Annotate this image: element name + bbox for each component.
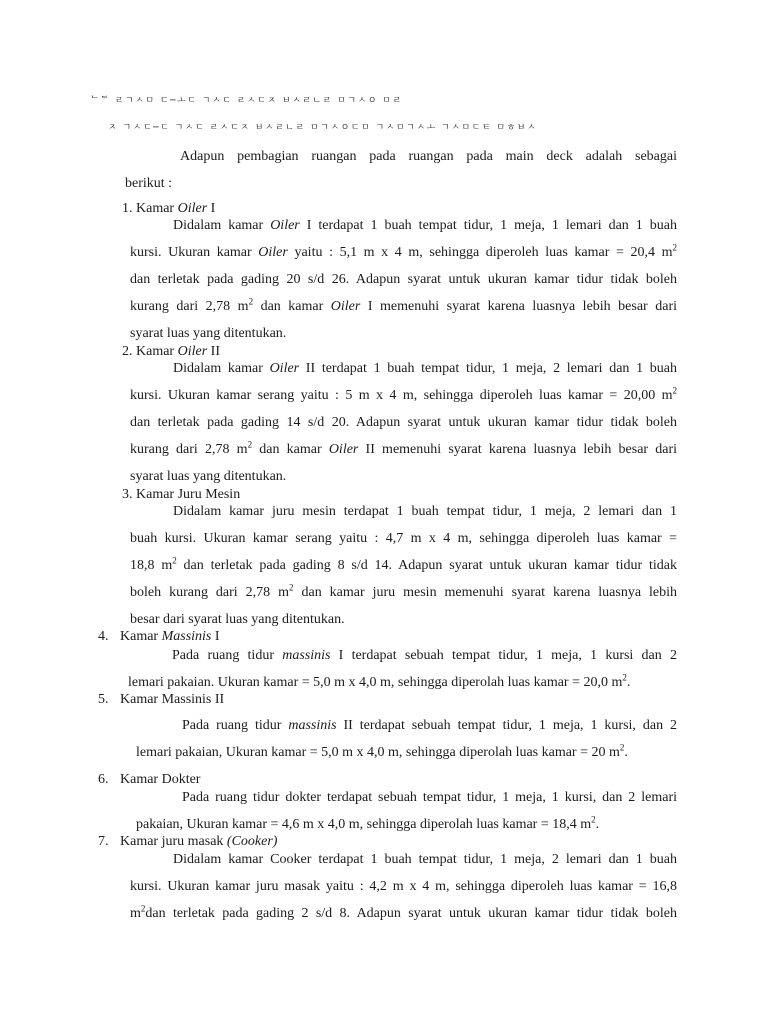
section-6-line-1: Pada ruang tidur dokter terdapat sebuah tempat tidur, 1 meja, 1 kursi, dan 2 lemari [182, 790, 677, 805]
section-7-line-3: $m^2dan$ terletak pada gading 2 s/d 8. Adapun syarat untuk ukuran kamar tidur tidak boleh [130, 903, 677, 921]
section-4-number: 4. [98, 629, 109, 644]
section-5-number: 5. [98, 692, 109, 707]
garbled-header-line-1: ᄂᄃ ㄹㄱㅅㅁ ㄷ─ㅗㄷ ㄱㅅㄷ ㄹㅅㄷㅈ ㅂㅅㄹㄴㄹ ㅁㄱㅅㅇ ㅁㄹ [90, 96, 403, 106]
section-1-line-2: kursi. Ukuran kamar Oiler yaitu : 5,1 m x 4 m, sehingga diperoleh luas kamar = 20,4 $m^2$ [130, 242, 677, 260]
section-3-heading: 3. Kamar Juru Mesin [122, 487, 241, 502]
section-7-line-1: Didalam kamar Cooker terdapat 1 buah tempat tidur, 1 meja, 2 lemari dan 1 buah [173, 852, 677, 867]
section-2-line-5: syarat luas yang ditentukan. [130, 469, 287, 484]
section-7-number: 7. [98, 834, 109, 849]
section-6-line-2: pakaian, Ukuran kamar = 4,6 m x 4,0 m, sehingga diperolah luas kamar = 18,4 $m^2$. [136, 814, 600, 832]
section-6-heading: Kamar Dokter [120, 772, 201, 787]
section-2-heading: 2. Kamar Oiler II [122, 344, 220, 359]
section-7-line-2: kursi. Ukuran kamar juru masak yaitu : 4,2 m x 4 m, sehingga diperoleh luas kamar = 16,8 [130, 879, 677, 894]
section-7-heading: Kamar juru masak (Cooker) [120, 834, 278, 849]
section-4-line-2: lemari pakaian. Ukuran kamar = 5,0 m x 4,0 m, sehingga diperolah luas kamar = 20,0 $m^2$. [128, 672, 631, 690]
section-3-line-1: Didalam kamar juru mesin terdapat 1 buah tempat tidur, 1 meja, 2 lemari dan 1 [173, 504, 677, 519]
intro-line-1: Adapun pembagian ruangan pada ruangan pada main deck adalah sebagai [180, 149, 677, 164]
section-6-number: 6. [98, 772, 109, 787]
section-5-line-2: lemari pakaian, Ukuran kamar = 5,0 m x 4,0 m, sehingga diperolah luas kamar = 20 $m^2$. [136, 742, 628, 760]
section-1-heading: 1. Kamar Oiler I [122, 201, 216, 216]
garbled-header-line-2: ㅈ ㄱㅅㄷ─ㄷ ㄱㅅㄷ ㄹㅅㄷㅈ ㅂㅅㄹㄴㄹ ㅁㄱㅅㅇㄷㅁ ㄱㅅㅁㄱㅅㅗ ㄱㅅㅁㄷㅌ ㅁㅎㅂㅅ [108, 123, 538, 133]
section-3-line-2: buah kursi. Ukuran kamar serang yaitu : 4,7 m x 4 m, sehingga diperoleh luas kamar = [130, 531, 677, 546]
section-1-line-3: dan terletak pada gading 20 s/d 26. Adapun syarat untuk ukuran kamar tidur tidak boleh [130, 272, 677, 287]
section-2-line-1: Didalam kamar Oiler II terdapat 1 buah tempat tidur, 1 meja, 2 lemari dan 1 buah [173, 361, 678, 376]
section-2-line-3: dan terletak pada gading 14 s/d 20. Adapun syarat untuk ukuran kamar tidur tidak boleh [130, 415, 677, 430]
section-3-line-5: besar dari syarat luas yang ditentukan. [130, 612, 345, 627]
section-2-line-2: kursi. Ukuran kamar serang yaitu : 5 m x 4 m, sehingga diperoleh luas kamar = 20,00 $m^2$ [130, 385, 677, 403]
section-5-line-1: Pada ruang tidur massinis II terdapat sebuah tempat tidur, 1 meja, 1 kursi, dan 2 [182, 718, 677, 733]
section-1-line-5: syarat luas yang ditentukan. [130, 326, 287, 341]
section-4-line-1: Pada ruang tidur massinis I terdapat sebuah tempat tidur, 1 meja, 1 kursi dan 2 [172, 648, 677, 663]
section-1-line-1: Didalam kamar Oiler I terdapat 1 buah tempat tidur, 1 meja, 1 lemari dan 1 buah [173, 218, 677, 233]
section-4-heading: Kamar Massinis I [120, 629, 220, 644]
section-5-heading: Kamar Massinis II [120, 692, 225, 707]
section-3-line-4: boleh kurang dari 2,78 $m^2$ dan kamar juru mesin memenuhi syarat karena luasnya lebih [130, 582, 677, 600]
intro-line-2: berikut : [125, 176, 173, 191]
section-3-line-3: 18,8 $m^2$ dan terletak pada gading 8 s/d 14. Adapun syarat untuk ukuran kamar tidur tidak [130, 555, 677, 573]
section-2-line-4: kurang dari 2,78 $m^2$ dan kamar Oiler II memenuhi syarat karena luasnya lebih besar dari [130, 439, 678, 457]
section-1-line-4: kurang dari 2,78 $m^2$ dan kamar Oiler I memenuhi syarat karena luasnya lebih besar dari [130, 296, 677, 314]
